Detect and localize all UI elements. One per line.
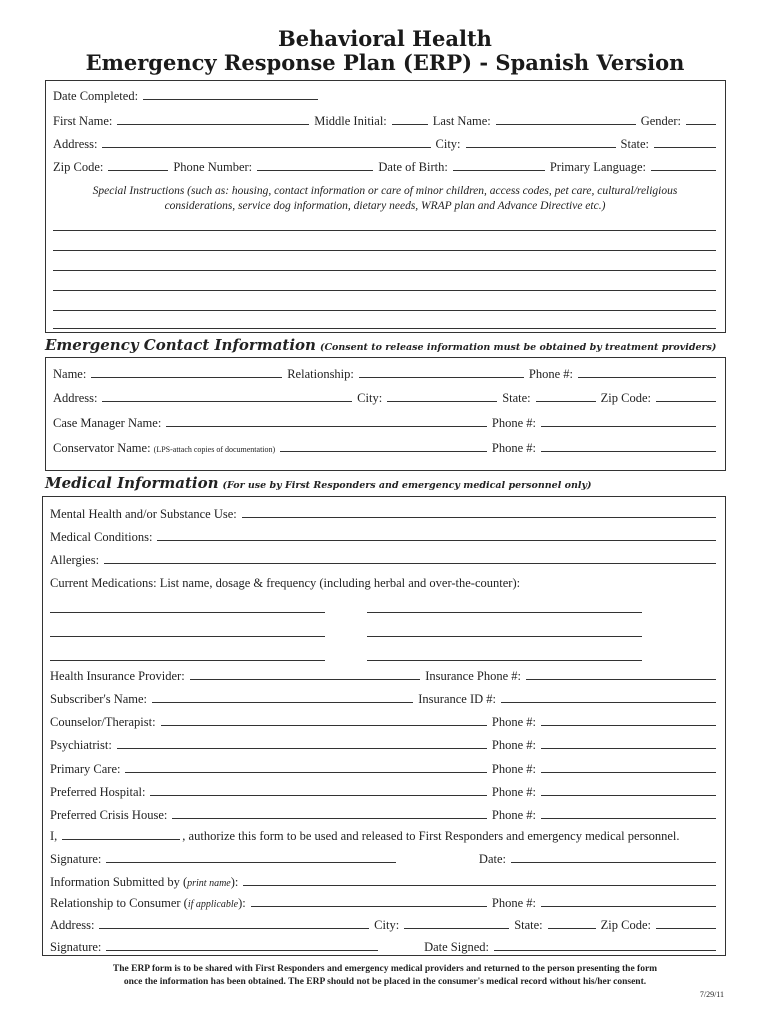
date-signed-label: Date Signed:	[424, 940, 489, 954]
signature-field[interactable]	[106, 852, 396, 863]
allergies-label: Allergies:	[50, 553, 100, 567]
counselor-phone-label: Phone #:	[491, 715, 536, 729]
ec-state-label: State:	[502, 391, 531, 405]
date-completed-label: Date Completed:	[53, 89, 139, 103]
sub-address-label: Address:	[50, 918, 95, 932]
ec-name-field[interactable]	[91, 367, 282, 378]
conditions-label: Medical Conditions:	[50, 530, 153, 544]
ins-phone-field[interactable]	[526, 669, 716, 680]
hospital-phone-field[interactable]	[541, 785, 716, 796]
first-name-field[interactable]	[117, 114, 309, 125]
medical-heading: Medical Information (For use by First Responders and emergency medical personnel only)	[45, 474, 592, 492]
medication-line[interactable]	[367, 660, 642, 661]
crisis-phone-label: Phone #:	[491, 808, 536, 822]
date-field[interactable]	[511, 852, 716, 863]
state-label: State:	[620, 137, 649, 151]
mh-field[interactable]	[242, 507, 716, 518]
sub-address-field[interactable]	[99, 918, 369, 929]
instructions-line[interactable]	[53, 310, 716, 311]
relationship-label: Relationship to Consumer (	[50, 896, 188, 910]
auth-text: , authorize this form to be used and released to First Responders and emergency medical personnel.	[182, 829, 680, 843]
ec-phone-field[interactable]	[578, 367, 716, 378]
instructions-line[interactable]	[53, 290, 716, 291]
ec-zip-field[interactable]	[656, 391, 716, 402]
ec-relationship-field[interactable]	[359, 367, 524, 378]
cm-phone-label: Phone #:	[491, 416, 536, 430]
emergency-note: (Consent to release information must be obtained by treatment providers)	[319, 342, 717, 353]
language-label: Primary Language:	[549, 160, 646, 174]
cm-phone-field[interactable]	[541, 416, 716, 427]
middle-initial-field[interactable]	[392, 114, 428, 125]
relationship-phone-field[interactable]	[541, 896, 716, 907]
instructions-line[interactable]	[53, 328, 716, 329]
signature2-field[interactable]	[106, 940, 378, 951]
case-manager-field[interactable]	[166, 416, 487, 427]
medication-line[interactable]	[50, 612, 325, 613]
primary-care-field[interactable]	[125, 762, 486, 773]
conditions-field[interactable]	[157, 530, 716, 541]
conservator-note: (LPS-attach copies of documentation)	[153, 445, 276, 454]
ec-zip-label: Zip Code:	[600, 391, 651, 405]
dob-label: Date of Birth:	[378, 160, 448, 174]
auth-i-label: I,	[50, 829, 58, 843]
crisis-label: Preferred Crisis House:	[50, 808, 168, 822]
last-name-field[interactable]	[496, 114, 636, 125]
primary-phone-field[interactable]	[541, 762, 716, 773]
first-name-label: First Name:	[53, 114, 113, 128]
form-title: Behavioral Health	[278, 26, 492, 51]
subscriber-label: Subscriber's Name:	[50, 692, 148, 706]
gender-field[interactable]	[686, 114, 716, 125]
medication-line[interactable]	[367, 636, 642, 637]
ins-id-field[interactable]	[501, 692, 716, 703]
ec-name-label: Name:	[53, 367, 87, 381]
psychiatrist-field[interactable]	[117, 738, 487, 749]
allergies-field[interactable]	[104, 553, 716, 564]
psychiatrist-label: Psychiatrist:	[50, 738, 112, 752]
signature2-label: Signature:	[50, 940, 102, 954]
primary-care-label: Primary Care:	[50, 762, 121, 776]
medication-line[interactable]	[50, 660, 325, 661]
city-field[interactable]	[466, 137, 616, 148]
sub-city-label: City:	[374, 918, 400, 932]
mh-label: Mental Health and/or Substance Use:	[50, 507, 237, 521]
ec-phone-label: Phone #:	[528, 367, 573, 381]
footer-line-1: The ERP form is to be shared with First Responders and emergency medical providers and returned to the person presenting the form	[112, 964, 658, 974]
ins-provider-label: Health Insurance Provider:	[50, 669, 185, 683]
footer-line-2: once the information has been obtained. The ERP should not be placed in the consumer's medical record without his/her consent.	[123, 977, 647, 987]
conservator-label: Conservator Name:	[53, 441, 151, 455]
instructions-line[interactable]	[53, 250, 716, 251]
medication-line[interactable]	[50, 636, 325, 637]
primary-phone-label: Phone #:	[491, 762, 536, 776]
ec-address-field[interactable]	[102, 391, 352, 402]
middle-initial-label: Middle Initial:	[314, 114, 387, 128]
cons-phone-label: Phone #:	[491, 441, 536, 455]
instructions-line[interactable]	[53, 270, 716, 271]
meds-label: Current Medications: List name, dosage & frequency (including herbal and over-the-counter):	[50, 576, 521, 590]
sub-zip-field[interactable]	[656, 918, 716, 929]
revision-date: 7/29/11	[699, 990, 724, 999]
phone-label: Phone Number:	[173, 160, 253, 174]
sub-city-field[interactable]	[404, 918, 509, 929]
relationship-phone-label: Phone #:	[491, 896, 536, 910]
submitted-field[interactable]	[243, 875, 716, 886]
relationship-close: ):	[238, 896, 246, 910]
state-field[interactable]	[654, 137, 716, 148]
zip-field[interactable]	[108, 160, 168, 171]
hospital-phone-label: Phone #:	[491, 785, 536, 799]
hospital-label: Preferred Hospital:	[50, 785, 146, 799]
ins-phone-label: Insurance Phone #:	[425, 669, 521, 683]
cons-phone-field[interactable]	[541, 441, 716, 452]
date-label: Date:	[478, 852, 506, 866]
ec-relationship-label: Relationship:	[287, 367, 354, 381]
hospital-field[interactable]	[150, 785, 486, 796]
language-field[interactable]	[651, 160, 716, 171]
instructions-line[interactable]	[53, 230, 716, 231]
ins-provider-field[interactable]	[190, 669, 421, 680]
psychiatrist-phone-field[interactable]	[541, 738, 716, 749]
date-signed-field[interactable]	[494, 940, 716, 951]
medical-note: (For use by First Responders and emergency medical personnel only)	[222, 480, 592, 491]
address-field[interactable]	[102, 137, 430, 148]
date-completed-field[interactable]	[143, 89, 318, 100]
conservator-field[interactable]	[280, 441, 487, 452]
counselor-phone-field[interactable]	[541, 715, 716, 726]
signature-label: Signature:	[50, 852, 102, 866]
subscriber-field[interactable]	[152, 692, 413, 703]
phone-field[interactable]	[257, 160, 373, 171]
sub-state-field[interactable]	[548, 918, 596, 929]
auth-name-field[interactable]	[62, 829, 180, 840]
case-manager-label: Case Manager Name:	[53, 416, 162, 430]
last-name-label: Last Name:	[432, 114, 491, 128]
ec-city-field[interactable]	[387, 391, 497, 402]
ec-address-label: Address:	[53, 391, 98, 405]
psychiatrist-phone-label: Phone #:	[491, 738, 536, 752]
relationship-note: if applicable	[187, 899, 239, 910]
sub-state-label: State:	[514, 918, 543, 932]
city-label: City:	[435, 137, 461, 151]
ec-city-label: City:	[357, 391, 383, 405]
counselor-field[interactable]	[161, 715, 487, 726]
dob-field[interactable]	[453, 160, 545, 171]
medication-line[interactable]	[367, 612, 642, 613]
counselor-label: Counselor/Therapist:	[50, 715, 156, 729]
sub-zip-label: Zip Code:	[600, 918, 651, 932]
zip-label: Zip Code:	[53, 160, 104, 174]
address-label: Address:	[53, 137, 98, 151]
submitted-note: print name	[187, 878, 231, 889]
ins-id-label: Insurance ID #:	[418, 692, 496, 706]
special-instructions: Special Instructions (such as: housing, contact information or care of minor children, access codes, pet care, cultural/religious considerations, service dog information, dietary needs, WRAP plan and Advance Directive etc.)	[92, 185, 678, 212]
crisis-phone-field[interactable]	[541, 808, 716, 819]
form-subtitle: Emergency Response Plan (ERP) - Spanish Version	[85, 50, 685, 75]
submitted-close: ):	[230, 875, 239, 889]
ec-state-field[interactable]	[536, 391, 596, 402]
gender-label: Gender:	[640, 114, 681, 128]
relationship-field[interactable]	[251, 896, 487, 907]
submitted-label: Information Submitted by (	[50, 875, 188, 889]
emergency-heading: Emergency Contact Information (Consent to release information must be obtained by treatment providers)	[45, 336, 717, 354]
crisis-field[interactable]	[172, 808, 487, 819]
